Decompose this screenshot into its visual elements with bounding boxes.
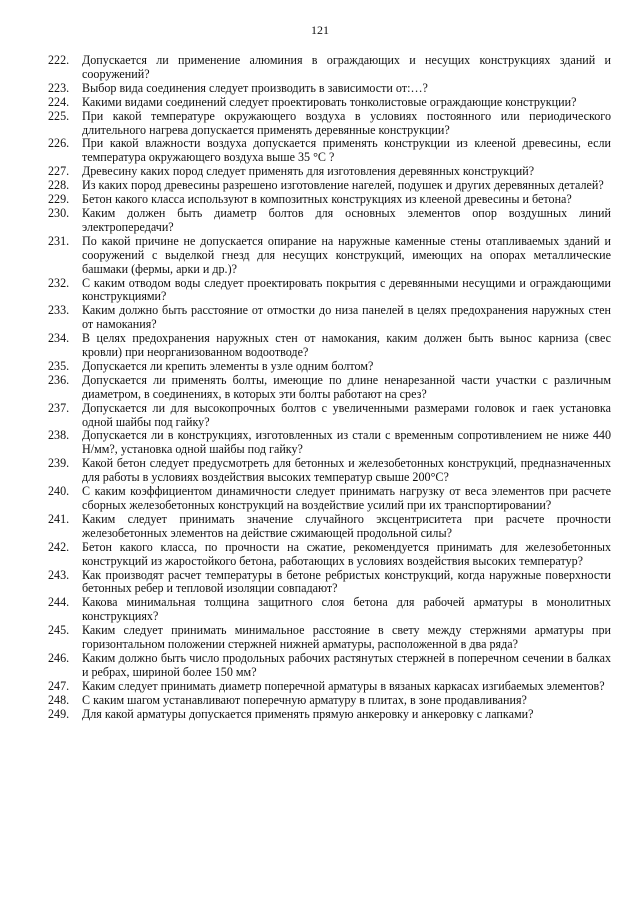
question-text: По какой причине не допускается опирание на наружные каменные стены отапливаемых зданий и сооружений с выделкой гнезд для несущих конструкций, имеющих на опорах металлические башмаки (фермы, арки и др.)? (82, 233, 611, 276)
question-number: 235. (48, 358, 70, 373)
question-number: 245. (48, 623, 70, 638)
question-number: 227. (48, 164, 70, 179)
question-text: Каким должен быть диаметр болтов для основных элементов опор воздушных линий электропередачи? (82, 205, 611, 234)
question-number: 243. (48, 567, 70, 582)
question-number: 236. (48, 372, 70, 387)
question-item (48, 360, 611, 374)
question-item (48, 457, 611, 485)
question-text: В целях предохранения наружных стен от намокания, каким должен быть вынос карниза (свес кровли) при неорганизованном водоотводе? (82, 331, 611, 360)
question-text: Допускается ли для высокопрочных болтов с увеличенными размерами головок и гаек установка одной шайбы под гайку? (82, 400, 611, 429)
question-number: 226. (48, 136, 70, 151)
question-item (48, 429, 611, 457)
question-item (48, 277, 611, 305)
question-item (48, 193, 611, 207)
question-item (48, 165, 611, 179)
question-number: 239. (48, 456, 70, 471)
question-number: 232. (48, 275, 70, 290)
question-text: Какова минимальная толщина защитного слоя бетона для рабочей арматуры в монолитных конструкциях? (82, 595, 611, 624)
question-number: 234. (48, 331, 70, 346)
question-number: 237. (48, 400, 70, 415)
question-item (48, 332, 611, 360)
question-number: 233. (48, 303, 70, 318)
question-number: 242. (48, 539, 70, 554)
question-number: 230. (48, 205, 70, 220)
question-text: Допускается ли применять болты, имеющие по длине ненарезанной части участки с различным диаметром, в соединениях, в которых эти болты работают на срез? (82, 372, 611, 401)
question-text: Для какой арматуры допускается применять прямую анкеровку и анкеровку с лапками? (82, 706, 534, 721)
question-list (48, 54, 611, 722)
question-text: Какой бетон следует предусмотреть для бетонных и железобетонных конструкций, предназначенных для работы в условиях воздействия высоких температур свыше 200°С? (82, 456, 611, 485)
question-item (48, 235, 611, 277)
question-number: 238. (48, 428, 70, 443)
question-item (48, 694, 611, 708)
question-number: 247. (48, 678, 70, 693)
question-number: 249. (48, 706, 70, 721)
question-text: Каким следует принимать диаметр поперечной арматуры в вязаных каркасах изгибаемых элементов? (82, 678, 605, 693)
question-number: 248. (48, 692, 70, 707)
question-text: Каким должно быть расстояние от отмостки до низа панелей в целях предохранения наружных стен от намокания? (82, 303, 611, 332)
question-item (48, 541, 611, 569)
question-item (48, 207, 611, 235)
question-number: 241. (48, 511, 70, 526)
question-number: 228. (48, 178, 70, 193)
question-item (48, 179, 611, 193)
question-number: 240. (48, 484, 70, 499)
question-text: С каким шагом устанавливают поперечную арматуру в плитах, в зоне продавливания? (82, 692, 527, 707)
question-number: 229. (48, 192, 70, 207)
question-item (48, 110, 611, 138)
question-text: При какой влажности воздуха допускается применять конструкции из клееной древесины, если температура окружающего воздуха выше 35 °С ? (82, 136, 611, 165)
question-number: 225. (48, 108, 70, 123)
question-number: 222. (48, 53, 70, 67)
question-item (48, 82, 611, 96)
question-item (48, 402, 611, 430)
page-number: 121 (311, 23, 329, 37)
question-item (48, 54, 611, 82)
question-item (48, 596, 611, 624)
question-text: Из каких пород древесины разрешено изготовление нагелей, подушек и других деревянных деталей? (82, 178, 604, 193)
question-text: Каким следует принимать минимальное расстояние в свету между стержнями арматуры при горизонтальном положении стержней нижней арматуры, расположенной в два ряда? (82, 623, 611, 652)
question-text: С каким коэффициентом динамичности следует принимать нагрузку от веса элементов при расчете сборных железобетонных конструкций на воздействие усилий при их транспортировании? (82, 484, 611, 512)
question-text: Допускается ли крепить элементы в узле одним болтом? (82, 358, 374, 373)
question-number: 231. (48, 233, 70, 248)
question-item (48, 304, 611, 332)
question-text: Допускается ли применение алюминия в ограждающих и несущих конструкциях зданий и сооружений? (82, 53, 611, 81)
question-text: При какой температуре окружающего воздуха в условиях постоянного или периодического длительного нагрева допускается применять деревянные конструкции? (82, 108, 611, 137)
question-item (48, 485, 611, 513)
question-text: Какими видами соединений следует проектировать тонколистовые ограждающие конструкции? (82, 94, 577, 109)
question-item (48, 708, 611, 722)
question-text: Как производят расчет температуры в бетоне ребристых конструкций, когда наружные поверхности бетонных ребер и тепловой изоляции совпадают? (82, 567, 611, 596)
question-item (48, 680, 611, 694)
question-item (48, 96, 611, 110)
question-number: 223. (48, 80, 70, 95)
question-item (48, 569, 611, 597)
question-number: 224. (48, 94, 70, 109)
question-text: Выбор вида соединения следует производить в зависимости от:…? (82, 80, 428, 95)
question-text: С каким отводом воды следует проектировать покрытия с деревянными несущими и ограждающими конструкциями? (82, 275, 611, 304)
question-text: Допускается ли в конструкциях, изготовленных из стали с временным сопротивлением не ниже 440 Н/мм?, установка одной шайбы под гайку? (82, 428, 611, 457)
question-number: 244. (48, 595, 70, 610)
question-item (48, 652, 611, 680)
question-item (48, 513, 611, 541)
question-text: Каким следует принимать значение случайного эксцентриситета при расчете прочности железобетонных элементов на действие сжимающей продольной силы? (82, 511, 611, 540)
question-text: Бетон какого класса, по прочности на сжатие, рекомендуется принимать для железобетонных конструкций из жаростойкого бетона, работающих в условиях воздействия высоких температур? (82, 539, 611, 568)
question-text: Каким должно быть число продольных рабочих растянутых стержней в поперечном сечении в балках и ребрах, шириной более 150 мм? (82, 650, 611, 679)
question-item (48, 137, 611, 165)
question-text: Древесину каких пород следует применять для изготовления деревянных конструкций? (82, 164, 535, 179)
question-item (48, 624, 611, 652)
question-number: 246. (48, 650, 70, 665)
question-item (48, 374, 611, 402)
question-text: Бетон какого класса используют в композитных конструкциях из клееной древесины и бетона? (82, 192, 572, 207)
